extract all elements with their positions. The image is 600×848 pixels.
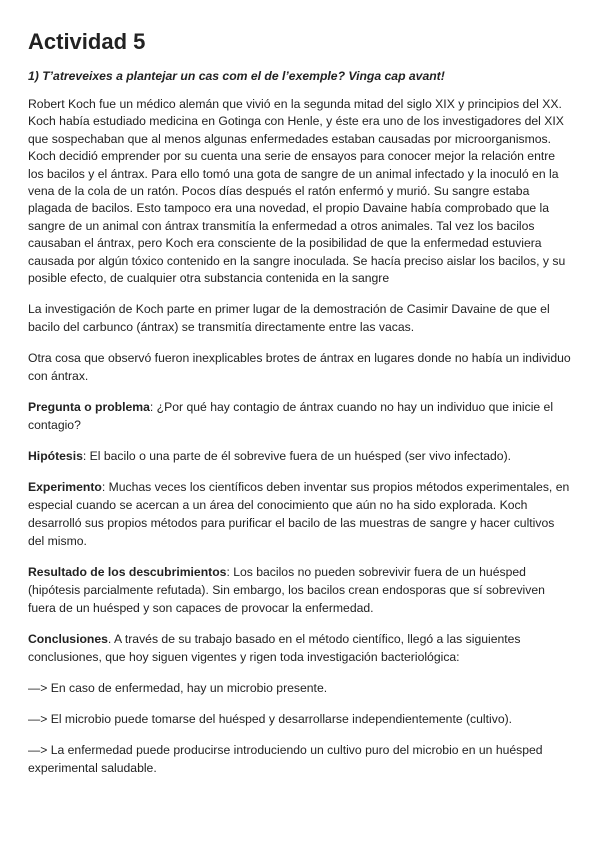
activity-question: 1) T’atreveixes a plantejar un cas com el de l’exemple? Vinga cap avant! [28, 69, 445, 83]
experiment-text: : Muchas veces los científicos deben inventar sus propios métodos experimentales, en especial cuando se acercan a un área del conocimiento que aún no ha sido explorada. Koch desarrolló sus propios métodos para purificar el bacilo de las muestras de sangre y hacer cultivos del mismo. [28, 480, 570, 549]
experiment-label: Experimento [28, 480, 102, 495]
davaine-paragraph: La investigación de Koch parte en primer lugar de la demostración de Casimir Davaine de que el bacilo del carbunco (ántrax) se transmitía directamente entre las vacas. [28, 302, 550, 335]
conclusions-text: . A través de su trabajo basado en el método científico, llegó a las siguientes conclusiones, que hoy siguen vigentes y rigen toda investigación bacteriológica: [28, 632, 521, 665]
conclusion-item: —> En caso de enfermedad, hay un microbio presente. [28, 681, 328, 696]
conclusion-item: —> La enfermedad puede producirse introduciendo un cultivo puro del microbio en un huésped experimental saludable. [28, 743, 543, 776]
conclusions-paragraph [28, 630, 572, 666]
results-paragraph [28, 563, 572, 617]
conclusion-item: —> El microbio puede tomarse del huésped y desarrollarse independientemente (cultivo). [28, 712, 513, 727]
experiment-paragraph [28, 478, 572, 550]
question-label: Pregunta o problema [28, 400, 150, 415]
hypothesis-text: : El bacilo o una parte de él sobrevive fuera de un huésped (ser vivo infectado). [82, 449, 512, 464]
intro-paragraph: Robert Koch fue un médico alemán que vivió en la segunda mitad del siglo XIX y principios del XX. Koch había estudiado medicina en Gotinga con Henle, y éste era uno de los investigadores del XIX que sospechaban que al menos algunas enfermedades estaban causadas por microorganismos. Koch decidió emprender por su cuenta una serie de ensayos para conocer mejor la relación entre los bacilos y el ántrax. Para ello tomó una gota de sangre de un animal infectado y la inoculó en la vena de la cola de un ratón. Pocos días después el ratón enfermó y murió. Su sangre estaba plagada de bacilos. Esto tampoco era una novedad, el propio Davaine había comprobado que la sangre de un animal con ántrax transmitía la enfermedad a otros animales. Tal vez los bacilos causaban el ántrax, pero Koch era consciente de la posibilidad de que la enfermedad estuviera causada por algún tóxico contenido en la sangre inoculada. Se hacía preciso aislar los bacilos, y su posible efecto, de cualquier otra substancia contenida en la sangre [28, 97, 566, 286]
question-text: : ¿Por qué hay contagio de ántrax cuando no hay un individuo que inicie el contagio? [28, 400, 554, 433]
results-text: : Los bacilos no pueden sobrevivir fuera de un huésped (hipótesis parcialmente refutada). Sin embargo, los bacilos crean endosporas que sí sobreviven fuera de un huésped y son capaces de provocar la enfermedad. [28, 565, 545, 616]
hypothesis-paragraph [28, 447, 572, 465]
hypothesis-label: Hipótesis [28, 449, 83, 464]
outbreaks-paragraph: Otra cosa que observó fueron inexplicables brotes de ántrax en lugares donde no había un individuo con ántrax. [28, 351, 571, 384]
results-label: Resultado de los descubrimientos [28, 565, 227, 580]
conclusions-label: Conclusiones [28, 632, 108, 647]
page-title: Actividad 5 [28, 29, 146, 54]
question-paragraph [28, 398, 572, 434]
